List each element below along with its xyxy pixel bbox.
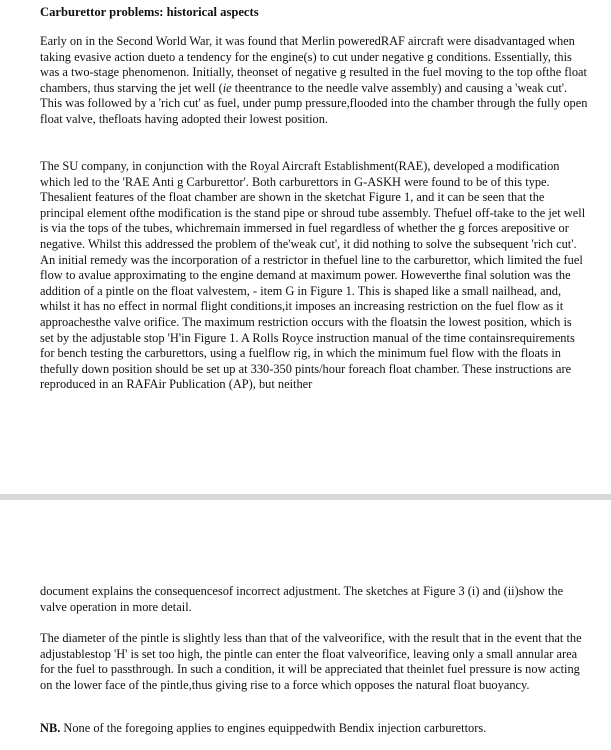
paragraph-pintle-diameter: The diameter of the pintle is slightly less than that of the valveorifice, with the result that in the event that the adjustablestop 'H' is set too high, the pintle can enter the float valveorifice, leaving only a small annular area for the fuel to passthrough. In such a condition, it will be appreciated that theinlet fuel pressure is now acting on the lower face of the pintle,thus giving rise to a force which opposes the natural float buoyancy. — [40, 631, 582, 692]
section-heading: Carburettor problems: historical aspects — [40, 5, 259, 19]
paragraph-text: Early on in the Second World War, it was found that Merlin poweredRAF aircraft were disadvantaged when taking evasive action dueto a tendency for the engine(s) to cut under negative g conditions. Essentially, this was a two-stage phenomenon. Initially, theonset of negative g resulted in the fuel moving to the top ofthe float chambers, thus starving the jet well ( — [40, 34, 587, 95]
nb-label: NB. — [40, 721, 61, 735]
paragraph-continuation: document explains the consequencesof incorrect adjustment. The sketches at Figure 3 (i) and (ii)show the valve operation in more detail. — [40, 584, 564, 614]
paragraph-negative-g-problem — [40, 34, 588, 128]
paragraph-su-modification: The SU company, in conjunction with the Royal Aircraft Establishment(RAE), developed a modification which led to the 'RAE Anti g Carburettor'. Both carburettors in G-ASKH were found to be of this type. Thesalient features of the float chamber are shown in the sketchat Figure 1, and it can be seen that the principal element ofthe modification is the stand pipe or shroud tube assembly. Thefuel off-take to the jet well is via the tops of the tubes, whichremain immersed in fuel regardless of whether the g forces arepositive or negative. Whilst this addressed the problem of the'weak cut', it did nothing to solve the subsequent 'rich cut'. An initial remedy was the incorporation of a restrictor in thefuel line to the carburettor, which limited the fuel flow to avalue approximating to the engine demand at maximum power. Howeverthe final solution was the addition of a pintle on the float valvestem, - item G in Figure 1. This is shaped like a small nailhead, and, whilst it has no effect in normal flight conditions,it imposes an increasing restriction on the fuel flow as it approachesthe valve orifice. The maximum restriction occurs with the floatsin the lowest position, which is set by the adjustable stop 'H'in Figure 1. A Rolls Royce instruction manual of the time containsrequirements for bench testing the carburettors, using a fuelflow rig, in which the minimum fuel flow with the floats in thefully down position should be set up at 330-350 pints/hour foreach float chamber. These instructions are reproduced in an RAFAir Publication (AP), but neither — [40, 159, 586, 392]
nb-text: None of the foregoing applies to engines equippedwith Bendix injection carburettors. — [60, 721, 487, 735]
document-page-2 — [0, 500, 611, 750]
italic-ie: ie — [222, 80, 232, 95]
paragraph-text: theentrance to the needle valve assembly) and causing a 'weak cut'. This was followed by a 'rich cut' as fuel, under pump pressure,flooded into the chamber through the fully open float valve, thefloats having adopted their lowest position. — [40, 80, 588, 126]
paragraph-nb-note — [40, 721, 588, 737]
